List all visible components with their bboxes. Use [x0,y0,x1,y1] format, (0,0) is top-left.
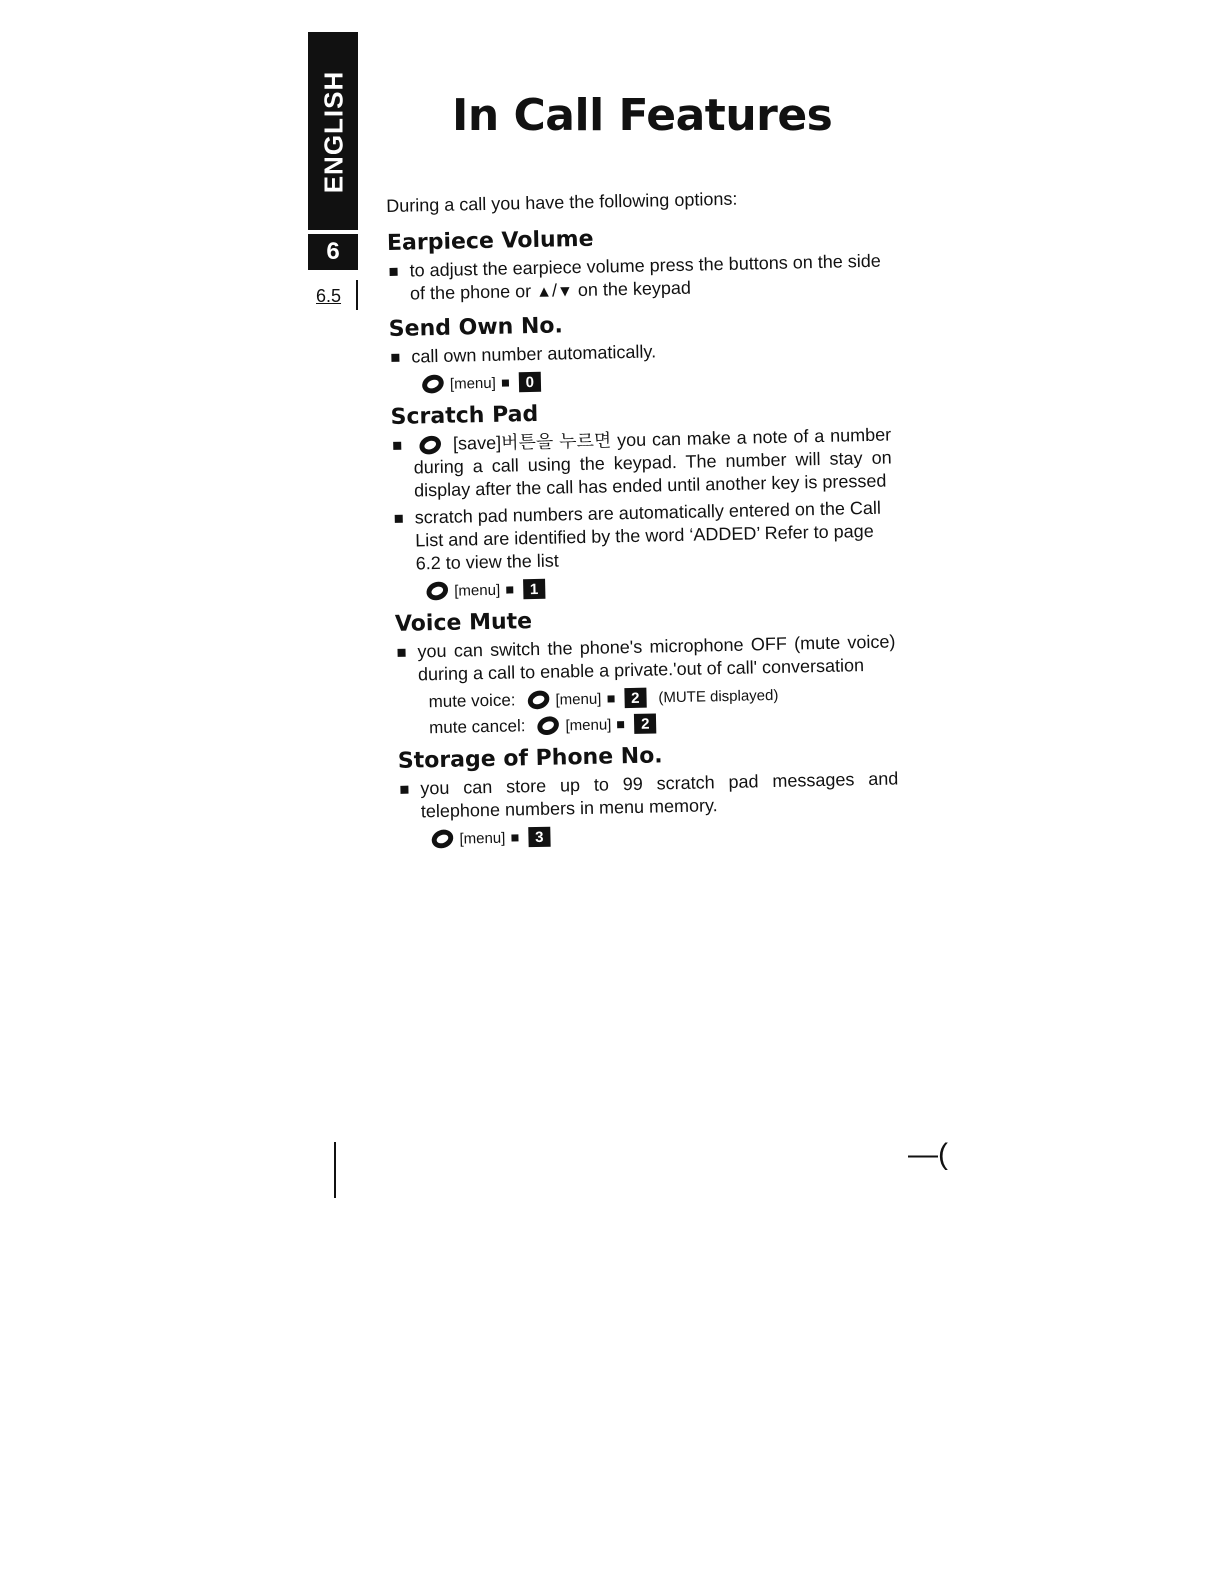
down-arrow-icon: ▼ [556,283,574,301]
menu-label: [menu] [454,581,501,600]
menu-label: [menu] [459,829,506,848]
earpiece-volume-item: to adjust the earpiece volume press the buttons on the side of the phone or ▲/▼ on the keypad [387,250,888,307]
page-title: In Call Features [452,90,833,141]
mute-cancel-label: mute cancel: [428,716,526,738]
bullet-icon [393,442,401,450]
mute-cancel-sequence [429,708,897,738]
menu-label: [menu] [449,374,496,393]
bullet-icon [400,786,408,794]
voice-mute-text: you can switch the phone's microphone OFF (mute voice) during a call to enable a private.'out of call' conversation [417,631,896,685]
storage-text: you can store up to 99 scratch pad messages and telephone numbers in menu memory. [420,768,899,822]
bullet-icon [397,649,405,657]
heading-earpiece-volume: Earpiece Volume [386,226,594,256]
crop-mark-line [334,1142,336,1198]
up-arrow-icon: ▲ [535,283,553,301]
mute-displayed-note: (MUTE displayed) [658,686,779,706]
menu-button-icon [535,713,562,738]
menu-label: [menu] [565,715,612,734]
key-2-icon: 2 [624,688,646,708]
storage-key-sequence [431,819,899,849]
menu-button-icon [419,372,446,397]
registration-mark-icon: —( [908,1138,948,1171]
intro-text: During a call you have the following options: [386,188,738,216]
scratch-pad-item-2 [393,496,894,575]
mute-voice-label: mute voice: [428,690,516,712]
send-own-item [389,335,889,368]
separator-icon [502,379,509,386]
mute-voice-sequence [428,682,896,712]
page-rule-vertical [356,280,358,310]
scratch-pad-item-1 [391,423,892,502]
key-1-icon: 1 [523,579,545,599]
menu-label: [menu] [555,690,602,709]
scratch-text-2: scratch pad numbers are automatically entered on the Call List and are identified by the word ‘ADDED’ Refer to page 6.2 to view the list [414,497,882,574]
language-tab-label: ENGLISH [318,70,349,194]
storage-item [398,767,899,823]
scratch-key-sequence [426,571,894,601]
page-content [386,186,900,856]
key-0-icon: 0 [519,372,541,392]
menu-button-icon [424,579,451,604]
menu-button-icon [429,827,456,852]
menu-button-icon [525,688,552,713]
separator-icon [617,721,624,728]
heading-send-own-no: Send Own No. [388,313,564,342]
scratch-save-prefix: [save]버튼을 누르면 [452,430,612,454]
separator-icon [506,586,513,593]
heading-storage-of-phone-no: Storage of Phone No. [397,743,663,774]
voice-mute-item [395,630,896,686]
send-own-text: call own number automatically. [411,341,657,367]
key-3-icon: 3 [528,827,550,847]
earpiece-text-before: to adjust the earpiece volume press the buttons on the side of the phone or [409,250,881,304]
page-number: 6.5 [316,286,342,306]
menu-button-icon [417,433,444,458]
bullet-icon [395,515,403,523]
key-2-icon: 2 [634,713,656,733]
separator-icon [607,695,614,702]
send-own-key-sequence [422,364,890,394]
heading-voice-mute: Voice Mute [394,609,533,637]
bullet-icon [391,354,399,362]
heading-scratch-pad: Scratch Pad [390,401,539,430]
scratch-text-1: you can make a note of a number during a call using the keypad. The number will stay on display after the call has ended until another key is pressed [413,424,892,501]
chapter-number: 6 [308,234,358,270]
earpiece-text-after: on the keypad [577,277,692,301]
separator-icon [511,834,518,841]
bullet-icon [390,268,398,276]
